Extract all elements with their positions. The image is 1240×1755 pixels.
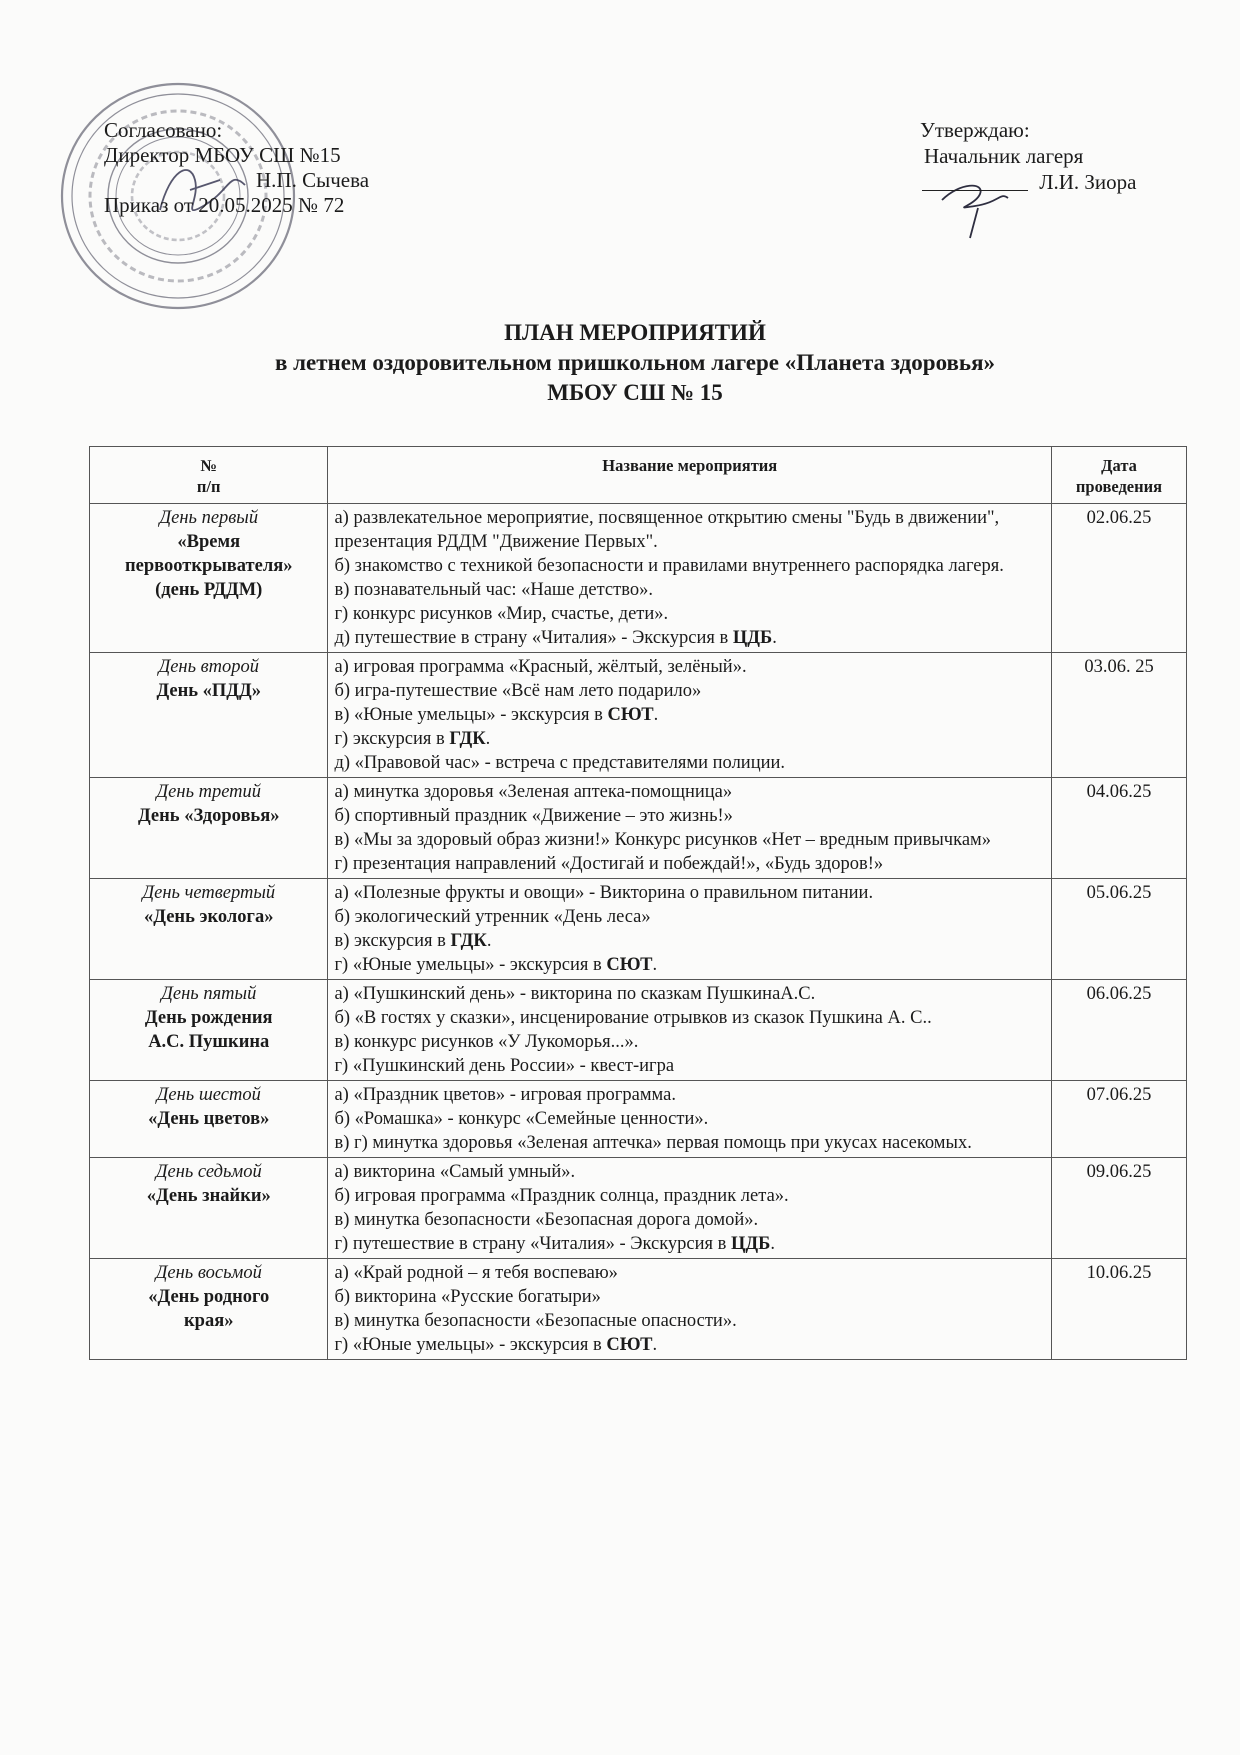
activity-text: а) «Полезные фрукты и овощи» - Викторина о правильном питании.	[334, 883, 874, 903]
activity-item	[334, 655, 1045, 679]
date-cell: 10.06.25	[1052, 1259, 1187, 1360]
day-theme: День рождения	[144, 1008, 273, 1028]
director-name: Н.П. Сычева	[256, 168, 370, 192]
activity-item	[334, 929, 1045, 953]
activity-tail: .	[485, 729, 491, 749]
date-cell: 07.06.25	[1052, 1081, 1187, 1158]
activity-item	[334, 1333, 1045, 1357]
activity-text: в) минутка безопасности «Безопасная дорога домой».	[334, 1210, 759, 1230]
activity-venue: СЮТ	[606, 955, 653, 975]
activity-item	[334, 1208, 1045, 1232]
agreed-block	[104, 118, 369, 218]
day-cell	[90, 653, 328, 778]
table-row	[90, 653, 1187, 778]
activity-text: г) «Юные умельцы» - экскурсия в	[334, 955, 607, 975]
activity-text: г) «Юные умельцы» - экскурсия в	[334, 1335, 607, 1355]
activities-cell	[328, 504, 1052, 653]
activity-text: г) экскурсия в	[334, 729, 450, 749]
table-row	[90, 879, 1187, 980]
camp-head-name: Л.И. Зиора	[1039, 170, 1137, 194]
activity-item	[334, 953, 1045, 977]
activity-item	[334, 578, 1045, 602]
signature-line	[922, 190, 1028, 191]
activity-item	[334, 1232, 1045, 1256]
day-cell	[90, 980, 328, 1081]
activity-item	[334, 1309, 1045, 1333]
day-label: День седьмой	[155, 1162, 262, 1182]
title-line-2: в летнем оздоровительном пришкольном лагере «Планета здоровья»	[274, 350, 996, 375]
agreed-title: Согласовано:	[104, 118, 223, 142]
table-row	[90, 1259, 1187, 1360]
activity-text: б) «В гостях у сказки», инсценирование отрывков из сказок Пушкина А. С..	[334, 1008, 932, 1028]
activity-text: а) викторина «Самый умный».	[334, 1162, 576, 1182]
activity-tail: .	[652, 1335, 658, 1355]
activity-venue: СЮТ	[607, 705, 654, 725]
activity-item	[334, 1006, 1045, 1030]
table-body	[90, 504, 1187, 1360]
activity-text: а) минутка здоровья «Зеленая аптека-помощница»	[334, 782, 733, 802]
table-header-row	[90, 447, 1187, 504]
activity-venue: ЦДБ	[732, 628, 773, 648]
activity-text: в) конкурс рисунков «У Лукоморья...».	[334, 1032, 639, 1052]
activities-cell	[328, 778, 1052, 879]
day-theme: (день РДДМ)	[155, 580, 263, 600]
activity-item	[334, 905, 1045, 929]
activity-item	[334, 780, 1045, 804]
table-row	[90, 1158, 1187, 1259]
activity-text: б) экологический утренник «День леса»	[334, 907, 651, 927]
day-theme: первооткрывателя»	[125, 556, 293, 576]
date-cell: 09.06.25	[1052, 1158, 1187, 1259]
day-cell	[90, 778, 328, 879]
activity-item	[334, 982, 1045, 1006]
activity-text: г) путешествие в страну «Читалия» - Экскурсия в	[334, 1234, 732, 1254]
activities-cell	[328, 980, 1052, 1081]
table-row	[90, 778, 1187, 879]
date-cell: 04.06.25	[1052, 778, 1187, 879]
header-date: Дата проведения	[1052, 447, 1187, 504]
date-cell: 06.06.25	[1052, 980, 1187, 1081]
activity-text: г) конкурс рисунков «Мир, счастье, дети».	[334, 604, 669, 624]
activities-cell	[328, 1158, 1052, 1259]
day-label: День шестой	[156, 1085, 261, 1105]
activity-item	[334, 1184, 1045, 1208]
day-cell	[90, 879, 328, 980]
activity-item	[334, 602, 1045, 626]
header-event-name: Название мероприятия	[328, 447, 1052, 504]
day-label: День четвертый	[142, 883, 276, 903]
day-theme: «День эколога»	[144, 907, 274, 927]
day-label: День восьмой	[155, 1263, 262, 1283]
activity-text: в) экскурсия в	[334, 931, 451, 951]
activity-text: б) «Ромашка» - конкурс «Семейные ценности».	[334, 1109, 709, 1129]
activity-text: б) игра-путешествие «Всё нам лето подарило»	[334, 681, 702, 701]
activity-tail: .	[652, 955, 658, 975]
activity-item	[334, 1054, 1045, 1078]
director-position: Директор МБОУ СШ №15	[104, 143, 341, 167]
day-theme: День «Здоровья»	[137, 806, 280, 826]
activity-venue: СЮТ	[606, 1335, 653, 1355]
activity-text: г) презентация направлений «Достигай и побеждай!», «Будь здоров!»	[334, 854, 884, 874]
signature-row	[920, 169, 1137, 195]
activity-item	[334, 1131, 1045, 1155]
activity-text: б) спортивный праздник «Движение – это жизнь!»	[334, 806, 733, 826]
activity-venue: ГДК	[449, 729, 486, 749]
activity-text: в) «Юные умельцы» - экскурсия в	[334, 705, 608, 725]
activity-item	[334, 626, 1045, 650]
activity-text: б) знакомство с техникой безопасности и правилами внутреннего распорядка лагеря.	[334, 556, 1004, 576]
activity-item	[334, 828, 1045, 852]
events-table	[89, 446, 1187, 1360]
activity-item	[334, 727, 1045, 751]
camp-head-position: Начальник лагеря	[924, 144, 1084, 168]
activities-cell	[328, 879, 1052, 980]
activity-text: б) викторина «Русские богатыри»	[334, 1287, 601, 1307]
day-theme: А.С. Пушкина	[148, 1032, 270, 1052]
date-cell: 03.06. 25	[1052, 653, 1187, 778]
day-label: День первый	[159, 508, 259, 528]
day-theme: края»	[184, 1311, 234, 1331]
activity-item	[334, 703, 1045, 727]
activity-item	[334, 804, 1045, 828]
activity-item	[334, 554, 1045, 578]
table-row	[90, 1081, 1187, 1158]
activity-tail: .	[772, 628, 777, 648]
date-cell: 02.06.25	[1052, 504, 1187, 653]
activity-tail: .	[770, 1234, 776, 1254]
activity-text: в) «Мы за здоровый образ жизни!» Конкурс рисунков «Нет – вредным привычкам»	[334, 830, 991, 850]
activity-text: в) минутка безопасности «Безопасные опасности».	[334, 1311, 737, 1331]
activities-cell	[328, 1081, 1052, 1158]
activity-venue: ГДК	[450, 931, 487, 951]
approved-title: Утверждаю:	[920, 118, 1030, 142]
day-label: День третий	[156, 782, 262, 802]
document-title	[60, 318, 1210, 408]
activity-text: д) путешествие в страну «Читалия» - Экскурсия в	[334, 628, 733, 648]
day-theme: «Время	[177, 532, 241, 552]
day-theme: «День родного	[148, 1287, 270, 1307]
activity-text: а) «Праздник цветов» - игровая программа.	[334, 1085, 676, 1105]
activity-text: а) «Край родной – я тебя воспеваю»	[334, 1263, 618, 1283]
day-cell	[90, 1158, 328, 1259]
title-line-1: ПЛАН МЕРОПРИЯТИЙ	[504, 320, 766, 345]
activity-item	[334, 881, 1045, 905]
activity-tail: .	[653, 705, 659, 725]
approval-order: Приказ от 20.05.2025 № 72	[104, 193, 345, 217]
table-row	[90, 980, 1187, 1081]
day-theme: «День знайки»	[146, 1186, 271, 1206]
activity-text: а) развлекательное мероприятие, посвященное открытию смены "Будь в движении", презентация РДДМ "Движение Первых".	[334, 508, 1000, 552]
day-cell	[90, 504, 328, 653]
activity-item	[334, 1083, 1045, 1107]
activity-text: а) игровая программа «Красный, жёлтый, зелёный».	[334, 657, 747, 677]
activities-cell	[328, 653, 1052, 778]
activity-item	[334, 751, 1045, 775]
activity-text: д) «Правовой час» - встреча с представителями полиции.	[334, 753, 786, 773]
activity-text: а) «Пушкинский день» - викторина по сказкам ПушкинаА.С.	[334, 984, 816, 1004]
activity-tail: .	[486, 931, 492, 951]
day-label: День пятый	[161, 984, 257, 1004]
activity-text: в) познавательный час: «Наше детство».	[334, 580, 653, 600]
day-theme: «День цветов»	[148, 1109, 270, 1129]
activity-text: г) «Пушкинский день России» - квест-игра	[334, 1056, 675, 1076]
date-cell: 05.06.25	[1052, 879, 1187, 980]
activity-text: в) г) минутка здоровья «Зеленая аптечка» первая помощь при укусах насекомых.	[334, 1133, 972, 1153]
day-label: День второй	[158, 657, 260, 677]
day-cell	[90, 1259, 328, 1360]
activity-venue: ЦДБ	[731, 1234, 771, 1254]
header-number: № п/п	[90, 447, 328, 504]
title-line-3: МБОУ СШ № 15	[547, 380, 723, 405]
activity-item	[334, 1285, 1045, 1309]
approved-block	[920, 117, 1137, 195]
activity-item	[334, 1030, 1045, 1054]
activity-item	[334, 679, 1045, 703]
activities-cell	[328, 1259, 1052, 1360]
activity-item	[334, 1160, 1045, 1184]
table-row	[90, 504, 1187, 653]
day-theme: День «ПДД»	[156, 681, 262, 701]
activity-item	[334, 852, 1045, 876]
activity-text: б) игровая программа «Праздник солнца, праздник лета».	[334, 1186, 789, 1206]
day-cell	[90, 1081, 328, 1158]
activity-item	[334, 506, 1045, 554]
activity-item	[334, 1107, 1045, 1131]
activity-item	[334, 1261, 1045, 1285]
